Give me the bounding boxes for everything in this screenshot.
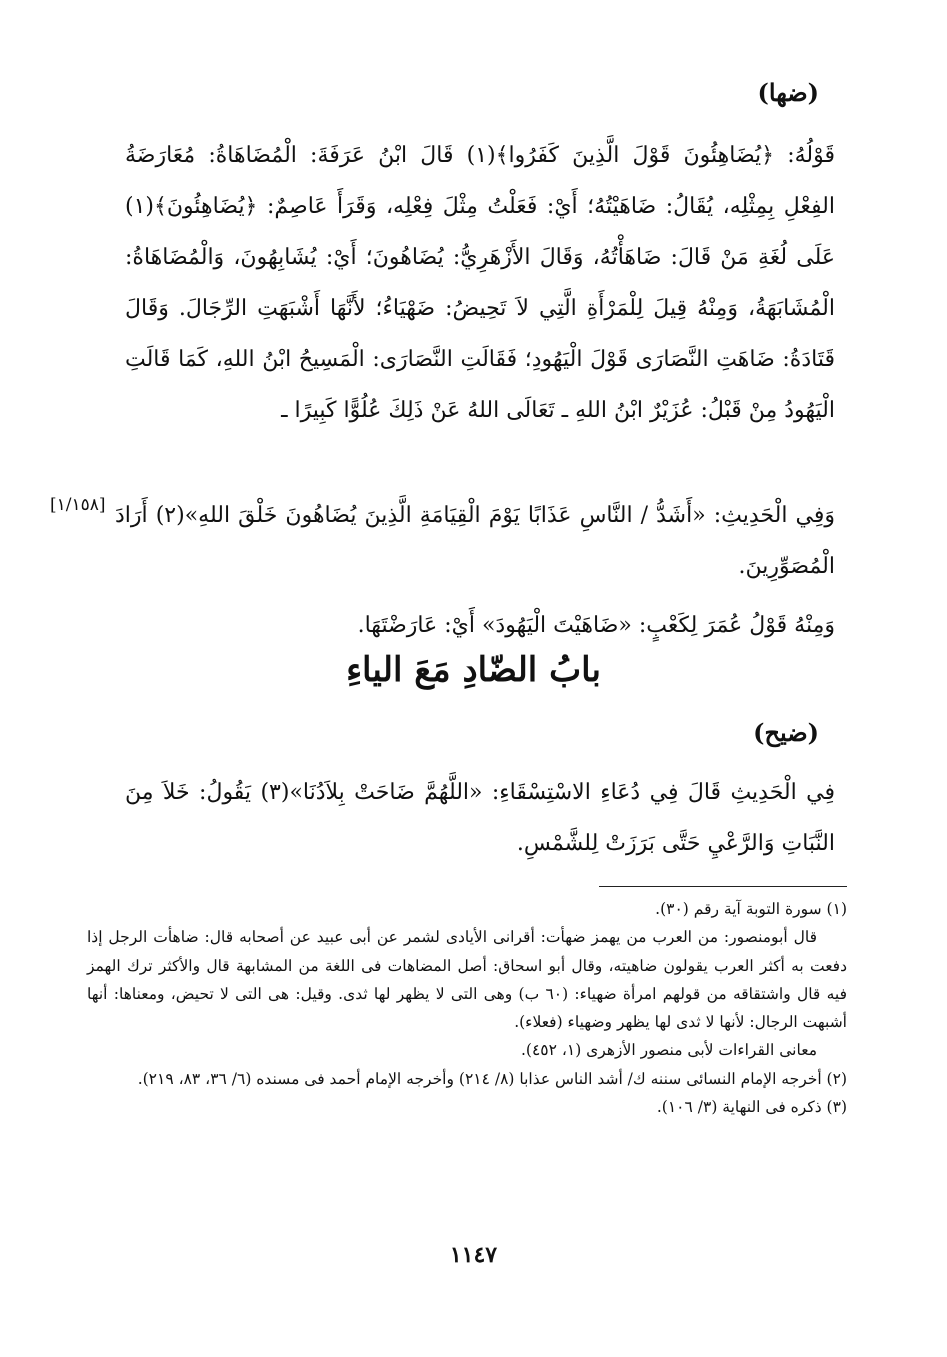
istisqa-paragraph [125,767,835,869]
footnote-3: (٣) ذكره فى النهاية (٣/ ١٠٦). [656,1098,847,1117]
manuscript-folio-reference: [١/١٥٨] [50,495,106,515]
entry-paragraph-yudahiun [125,130,835,436]
paragraph-text: وَمِنْهُ قَوْلُ عُمَرَ لِكَعْبٍ: «ضَاهَيْتَ الْيَهُودَ» أَيْ: عَارَضْتَهَا. [357,613,835,638]
hadith-paragraph-ashaddu [115,490,835,592]
footnote-1: (١) سورة التوبة آية رقم (٣٠). [655,900,847,918]
footnote-separator [599,886,847,887]
footnotes [87,895,847,1121]
umar-kab-paragraph [125,600,835,651]
root-heading-dayh: (ضيح) [753,718,819,747]
paragraph-text: وَفِي الْحَدِيثِ: «أَشَدُّ / النَّاسِ عَذَابًا يَوْمَ الْقِيَامَةِ الَّذِينَ يُضَاهُونَ خَلْقَ اللهِ»(٢) أَرَادَ الْمُصَوِّرِينَ. [115,503,835,579]
paragraph-text: فِي الْحَدِيثِ قَالَ فِي دُعَاءِ الاسْتِسْقَاءِ: «اللَّهُمَّ ضَاحَتْ بِلاَدُنَا»(٣) يَقُولُ: خَلاَ مِنَ النَّبَاتِ وَالرَّعْيِ حَتَّى بَرَزَتْ لِلشَّمْسِ. [125,780,835,856]
root-heading-daha: (ضها) [757,78,819,107]
paragraph-text: قَوْلُهُ: ﴿يُضَاهِئُونَ قَوْلَ الَّذِينَ كَفَرُوا﴾(١) قَالَ ابْنُ عَرَفَةَ: الْمُضَاهَاةُ: مُعَارَضَةُ الفِعْلِ بِمِثْلِه، يُقَالُ: ضَاهَيْتُهُ؛ أَيْ: فَعَلْتُ مِثْلَ فِعْلِه، وَقَرَأَ عَاصِمٌ: ﴿يُضَاهِئُونَ﴾(١) عَلَى لُغَةِ مَنْ قَالَ: ضَاهَأْتُهُ، وَقَالَ الأَزْهَرِيُّ: يُضَاهُونَ؛ أَيْ: يُشَابِهُونَ، وَالْمُضَاهَاةُ: الْمُشَابَهَةُ، وَمِنْهُ قِيلَ لِلْمَرْأَةِ الَّتِي لاَ تَحِيضُ: ضَهْيَاءُ؛ لأَنَّهَا أَشْبَهَتِ الرِّجَالَ. وَقَالَ قَتَادَةُ: ضَاهَتِ النَّصَارَى قَوْلَ الْيَهُودِ؛ فَقَالَتِ النَّصَارَى: الْمَسِيحُ ابْنُ اللهِ، كَمَا قَالَتِ الْيَهُودُ مِنْ قَبْلُ: عُزَيْرٌ ابْنُ اللهِ ـ تَعَالَى اللهُ عَنْ ذَلِكَ عُلُوًّا كَبِيرًا ـ [125,143,836,423]
footnote-2: (٢) أخرجه الإمام النسائى سننه ك/ أشد الناس عذابا (٨/ ٢١٤) وأخرجه الإمام أحمد فى مسنده (٦/ ٣٦، ٨٣، ٢١٩). [137,1069,847,1088]
chapter-title: بابُ الضّادِ مَعَ الياءِ [346,650,601,690]
page-number: ١١٤٧ [449,1242,498,1268]
footnote-1-source: معانى القراءات لأبى منصور الأزهرى (١، ٤٥٢). [520,1041,817,1060]
footnote-1-commentary: قال أبومنصور: من العرب من يهمز ضهأت: أقرانى الأيادى لشمر عن أبى عبيد عن أصحابه قال: ضاهأت الرجل إذا دفعت به أكثر العرب يقولون ضاهيته، وقال أبو اسحاق: أصل المضاهات فى اللغة من المشابهة قال والأكثر ترك الهمز فيه قال واشتقاقه من قولهم امرأة ضهياء: (٦٠ ب) وهى التى لا يظهر لها ثدى. وقيل: هى التى لا تحيض، ومعناها: أنها أشبهت الرجال: لأنها لا ثدى لها يظهر وضهياء (فعلاء). [87,928,847,1032]
